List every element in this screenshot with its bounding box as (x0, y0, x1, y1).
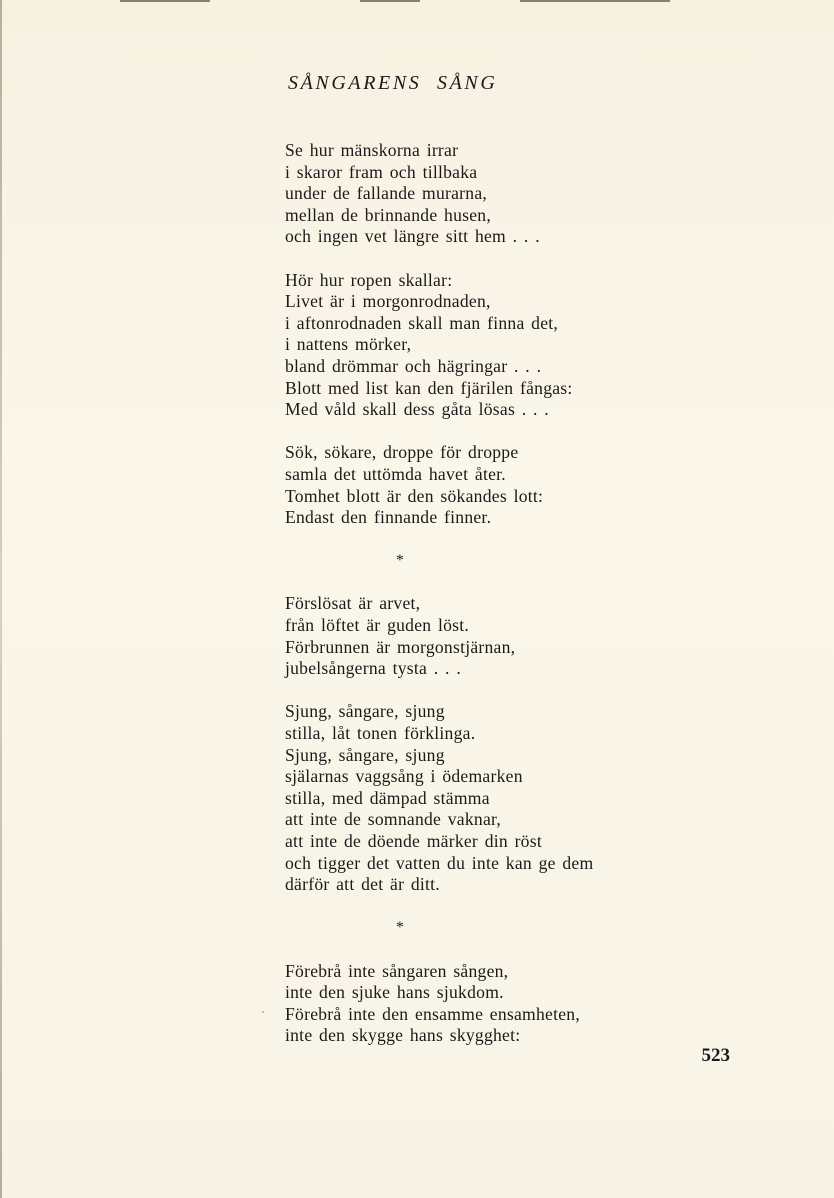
poem-line: inte den sjuke hans sjukdom. (285, 982, 504, 1003)
section-separator: * (395, 919, 405, 937)
poem-line: Förslösat är arvet, (285, 593, 421, 614)
poem-line: Med våld skall dess gåta lösas . . . (285, 399, 549, 420)
stanza-4 (285, 593, 645, 679)
section-separator: * (395, 552, 405, 570)
poem-body (285, 140, 645, 1069)
poem-line: Tomhet blott är den sökandes lott: (285, 485, 544, 506)
poem-line: Se hur mänskorna irrar (285, 140, 459, 160)
poem-line: Sjung, sångare, sjung (285, 744, 445, 765)
poem-line: Förebrå inte den ensamme ensamheten, (285, 1003, 580, 1024)
poem-line: Sök, sökare, droppe för droppe (285, 442, 519, 463)
poem-line: Förbrunnen är morgonstjärnan, (285, 636, 516, 657)
stanza-2 (285, 270, 645, 421)
poem-line: själarnas vaggsång i ödemarken (285, 766, 523, 787)
poem-line: i skaror fram och tillbaka (285, 161, 478, 182)
poem-line: under de fallande murarna, (285, 183, 488, 204)
stanza-1 (285, 140, 645, 248)
poem-line: Sjung, sångare, sjung (285, 701, 445, 722)
poem-line: Endast den finnande finner. (285, 507, 492, 528)
poem-line: från löftet är guden löst. (285, 615, 470, 636)
poem-line: mellan de brinnande husen, (285, 204, 491, 225)
poem-line: att inte de somnande vaknar, (285, 809, 502, 830)
poem-line: inte den skygge hans skygghet: (285, 1025, 521, 1046)
poem-line: samla det uttömda havet åter. (285, 463, 506, 484)
poem-line: och tigger det vatten du inte kan ge dem (285, 852, 594, 873)
poem-line: och ingen vet längre sitt hem . . . (285, 226, 540, 247)
poem-line: Förebrå inte sångaren sången, (285, 960, 509, 981)
page-left-edge (0, 0, 2, 1198)
stanza-5 (285, 701, 645, 895)
poem-line: Hör hur ropen skallar: (285, 269, 453, 290)
poem-line: stilla, låt tonen förklinga. (285, 723, 476, 744)
poem-line: att inte de döende märker din röst (285, 831, 542, 851)
page-number: 523 (701, 1045, 730, 1066)
poem-line: i nattens mörker, (285, 334, 412, 355)
poem-line: bland drömmar och hägringar . . . (285, 355, 542, 376)
poem-line: Blott med list kan den fjärilen fångas: (285, 377, 573, 398)
paper-speck (262, 1011, 264, 1013)
stanza-6 (285, 961, 645, 1047)
poem-line: jubelsångerna tysta . . . (285, 658, 461, 679)
poem-line: därför att det är ditt. (285, 874, 440, 895)
poem-title: SÅNGARENS SÅNG (288, 72, 498, 94)
stanza-3 (285, 442, 645, 528)
poem-line: i aftonrodnaden skall man finna det, (285, 312, 559, 333)
poem-line: Livet är i morgonrodnaden, (285, 291, 491, 312)
poem-line: stilla, med dämpad stämma (285, 787, 490, 808)
page-top-edge (0, 0, 834, 3)
